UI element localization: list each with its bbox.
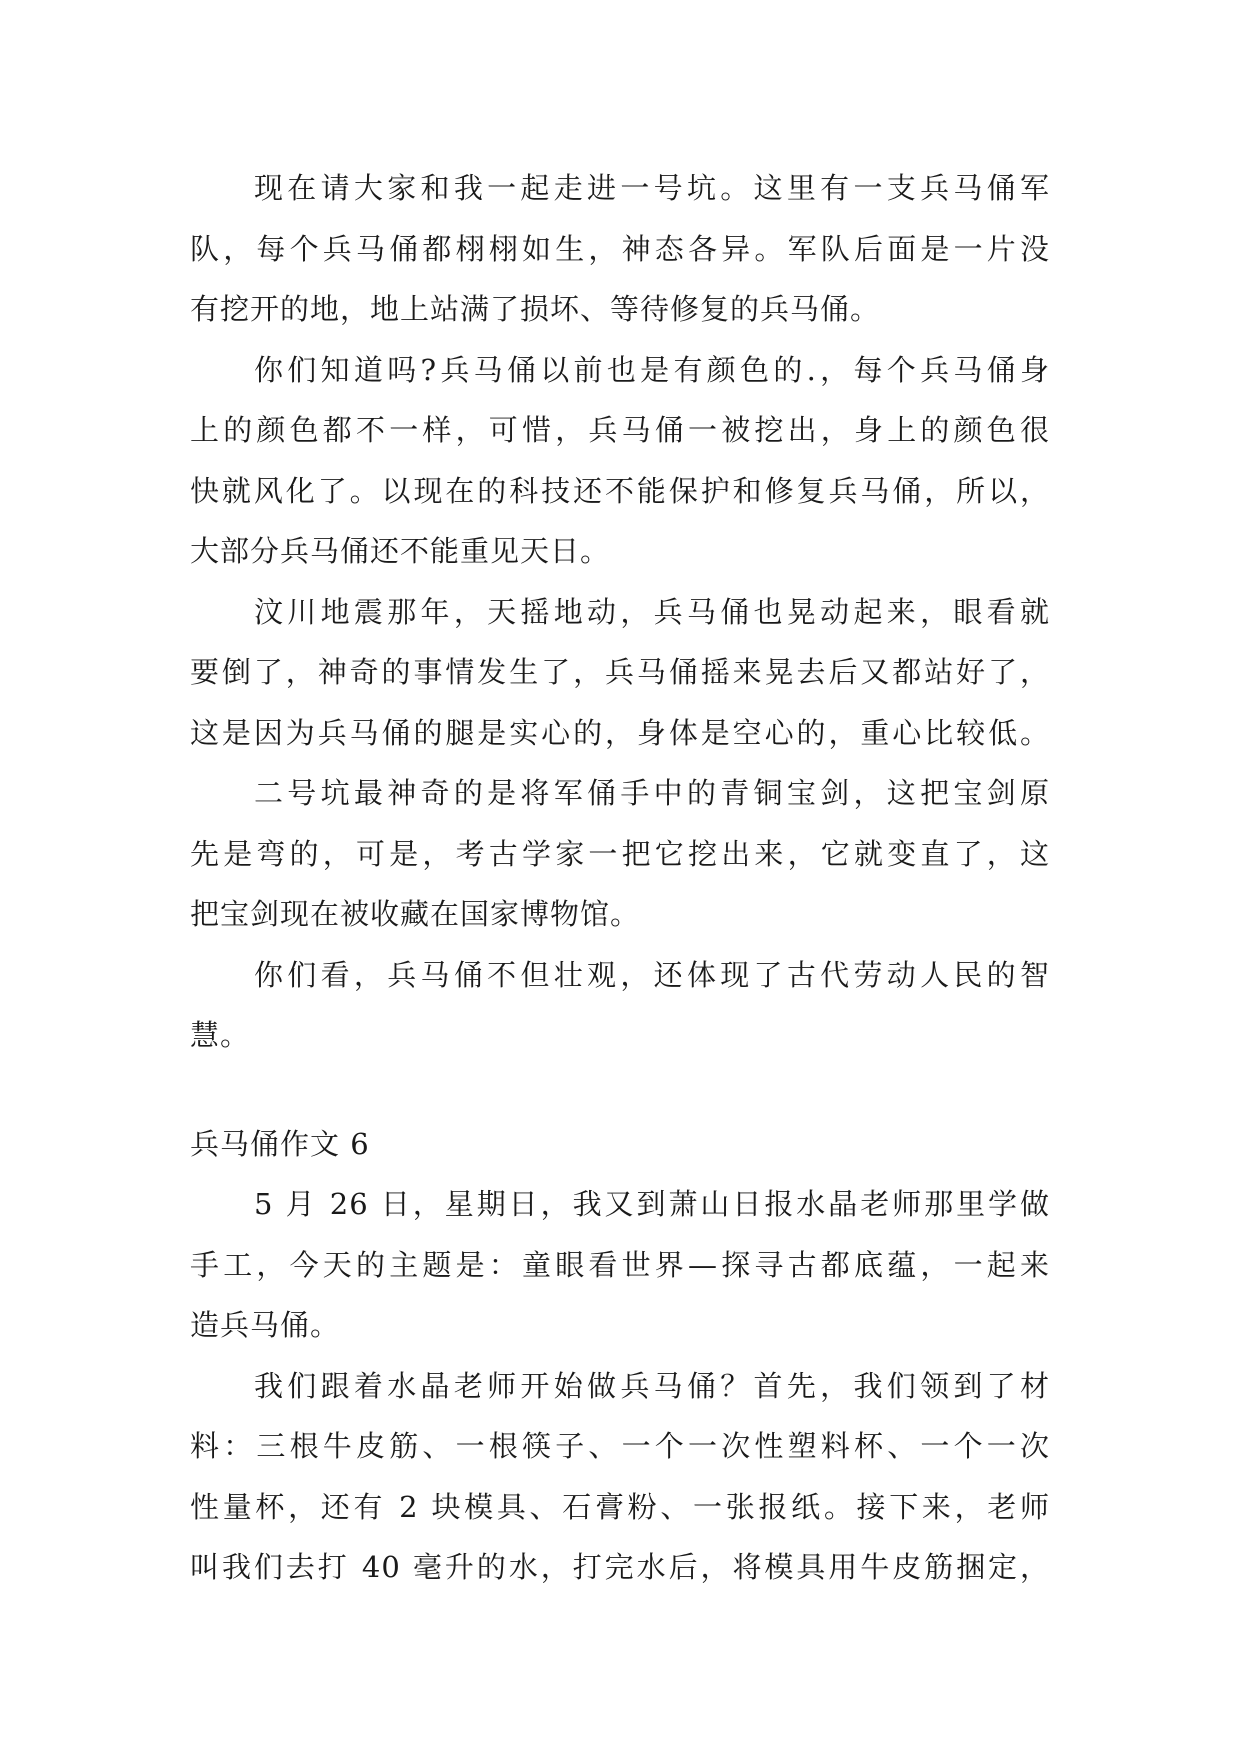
- section-spacer: [190, 1066, 1050, 1114]
- text-line: 手工，今天的主题是：童眼看世界—探寻古都底蕴，一起来: [190, 1247, 1050, 1282]
- text-line: 要倒了，神奇的事情发生了，兵马俑摇来晃去后又都站好了，: [190, 655, 1050, 689]
- text-line: 快就风化了。以现在的科技还不能保护和修复兵马俑，所以，: [190, 473, 1050, 508]
- paragraph: [190, 582, 1050, 764]
- text-line: 有挖开的地，地上站满了损坏、等待修复的兵马俑。: [190, 292, 881, 326]
- text-line: 造兵马俑。: [190, 1308, 341, 1342]
- text-line: 把宝剑现在被收藏在国家博物馆。: [190, 897, 641, 931]
- text-line: 这是因为兵马俑的腿是实心的，身体是空心的，重心比较低。: [190, 715, 1050, 750]
- text-line: 你们知道吗?兵马俑以前也是有颜色的.，每个兵马俑身: [254, 352, 1050, 387]
- text-line: 先是弯的，可是，考古学家一把它挖出来，它就变直了，这: [190, 836, 1050, 871]
- text-line: 5 月 26 日，星期日，我又到萧山日报水晶老师那里学做: [254, 1187, 1050, 1221]
- section-heading: 兵马俑作文 6: [190, 1126, 370, 1161]
- text-line: 队，每个兵马俑都栩栩如生，神态各异。军队后面是一片没: [190, 231, 1050, 266]
- document-body: [190, 158, 1050, 1598]
- text-line: 叫我们去打 40 毫升的水，打完水后，将模具用牛皮筋捆定，: [190, 1550, 1050, 1584]
- text-line: 慧。: [190, 1018, 251, 1052]
- text-line: 料：三根牛皮筋、一根筷子、一个一次性塑料杯、一个一次: [190, 1429, 1050, 1463]
- text-line: 二号坑最神奇的是将军俑手中的青铜宝剑，这把宝剑原: [254, 776, 1050, 810]
- paragraph: [190, 945, 1050, 1066]
- text-line: 我们跟着水晶老师开始做兵马俑？首先，我们领到了材: [254, 1368, 1050, 1403]
- paragraph: [190, 158, 1050, 340]
- paragraph: [190, 1356, 1050, 1598]
- text-line: 性量杯，还有 2 块模具、石膏粉、一张报纸。接下来，老师: [190, 1489, 1050, 1524]
- text-line: 你们看，兵马俑不但壮观，还体现了古代劳动人民的智: [254, 957, 1050, 992]
- section-1: [190, 158, 1050, 1066]
- text-line: 现在请大家和我一起走进一号坑。这里有一支兵马俑军: [254, 171, 1050, 205]
- text-line: 大部分兵马俑还不能重见天日。: [190, 534, 611, 568]
- section-2: [190, 1114, 1050, 1598]
- text-line: 汶川地震那年，天摇地动，兵马俑也晃动起来，眼看就: [254, 594, 1050, 629]
- paragraph: [190, 1174, 1050, 1356]
- paragraph: [190, 763, 1050, 945]
- text-line: 上的颜色都不一样，可惜，兵马俑一被挖出，身上的颜色很: [190, 413, 1050, 447]
- paragraph: [190, 340, 1050, 582]
